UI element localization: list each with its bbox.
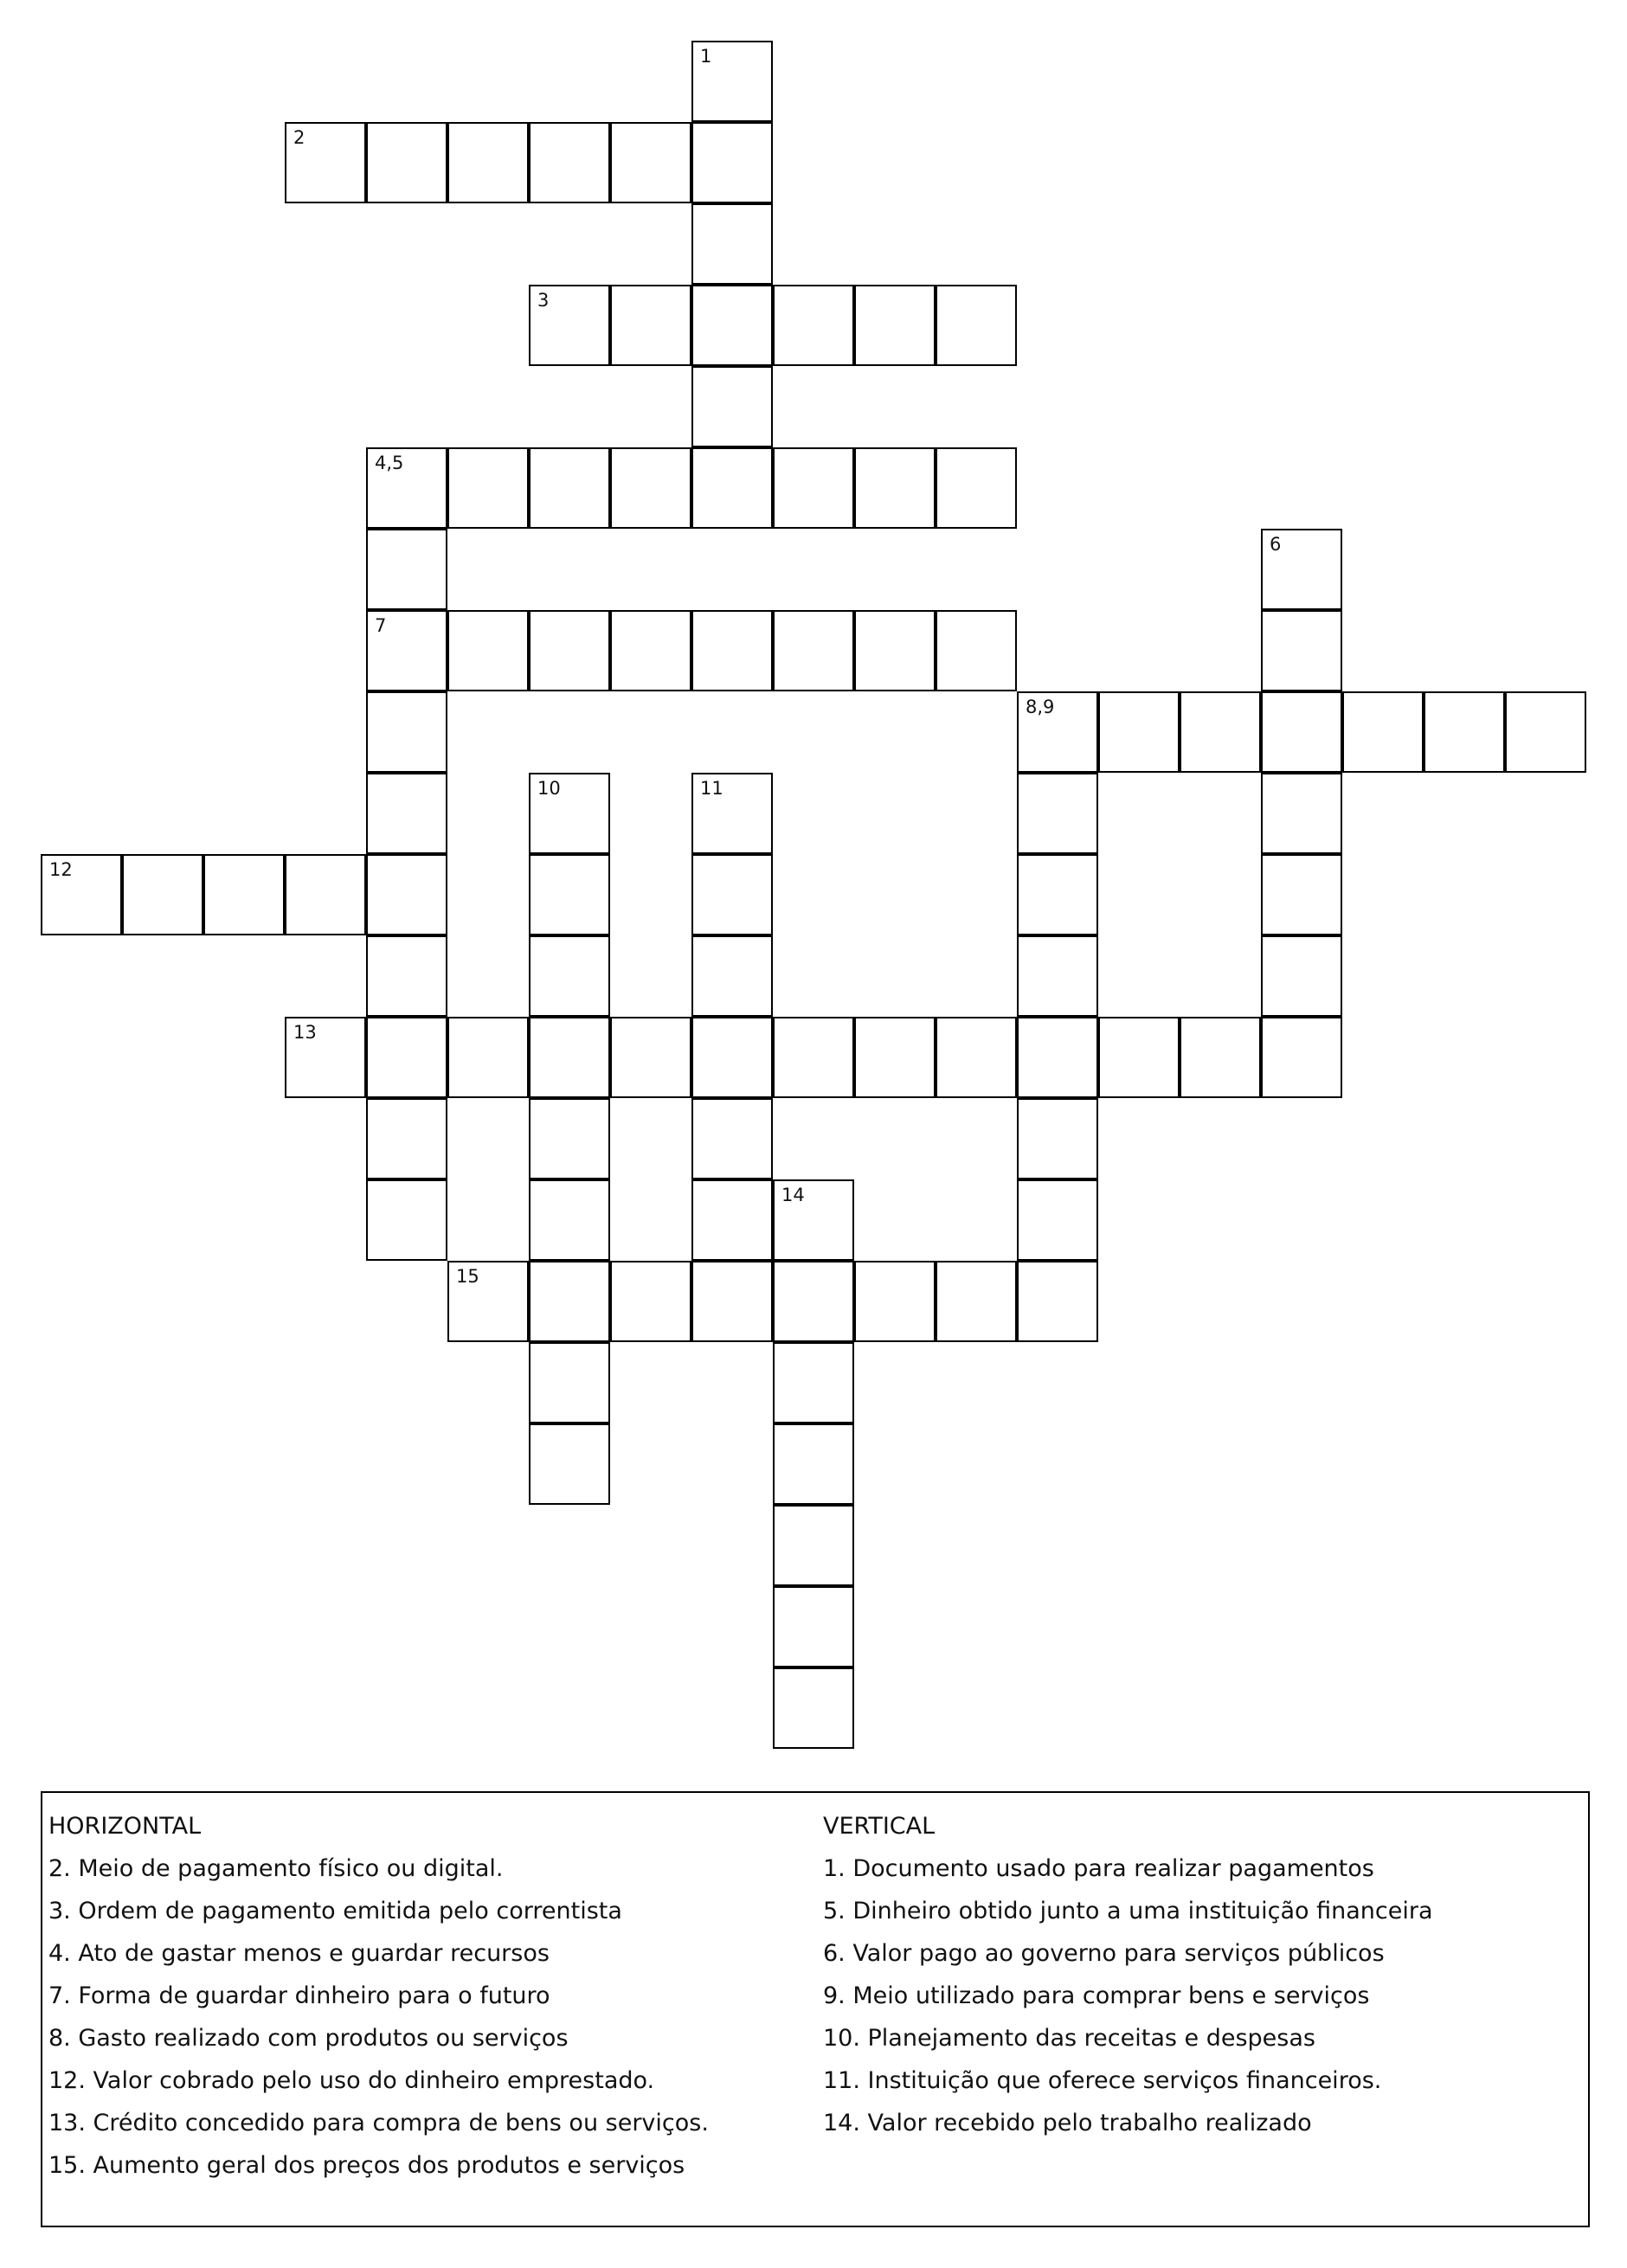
grid-cell[interactable] xyxy=(773,1017,854,1098)
grid-cell[interactable] xyxy=(529,122,610,203)
horizontal-title: HORIZONTAL xyxy=(48,1813,202,1840)
grid-cell[interactable] xyxy=(285,854,366,935)
grid-cell[interactable] xyxy=(936,610,1017,691)
grid-cell[interactable] xyxy=(529,1423,610,1505)
grid-cell[interactable] xyxy=(610,1017,691,1098)
grid-cell[interactable] xyxy=(773,1586,854,1667)
grid-cell[interactable] xyxy=(1017,1261,1098,1342)
grid-cell[interactable] xyxy=(1261,935,1342,1017)
grid-cell[interactable] xyxy=(447,1017,529,1098)
grid-cell[interactable] xyxy=(1017,1017,1098,1098)
grid-cell[interactable] xyxy=(691,854,773,935)
grid-cell[interactable] xyxy=(529,1179,610,1261)
grid-cell[interactable] xyxy=(773,285,854,366)
grid-cell[interactable] xyxy=(529,447,610,529)
clue-across-4: 4. Ato de gastar menos e guardar recursos xyxy=(48,1940,550,1967)
clue-number: 3 xyxy=(537,290,550,311)
grid-cell[interactable] xyxy=(854,610,936,691)
grid-cell[interactable] xyxy=(203,854,285,935)
grid-cell[interactable] xyxy=(610,610,691,691)
grid-cell[interactable] xyxy=(1261,854,1342,935)
clue-down-5: 5. Dinheiro obtido junto a uma instituição financeira xyxy=(823,1898,1433,1924)
grid-cell[interactable] xyxy=(773,1342,854,1423)
grid-cell[interactable] xyxy=(1261,773,1342,854)
grid-cell[interactable] xyxy=(366,854,447,935)
grid-cell[interactable] xyxy=(1017,773,1098,854)
grid-cell[interactable] xyxy=(285,1017,366,1098)
clue-number: 14 xyxy=(781,1185,805,1205)
clue-number: 7 xyxy=(375,615,387,636)
grid-cell[interactable] xyxy=(1261,529,1342,610)
grid-cell[interactable] xyxy=(773,447,854,529)
grid-cell[interactable] xyxy=(1424,691,1505,773)
grid-cell[interactable] xyxy=(610,285,691,366)
grid-cell[interactable] xyxy=(1017,1098,1098,1179)
grid-cell[interactable] xyxy=(1261,691,1342,773)
grid-cell[interactable] xyxy=(691,935,773,1017)
grid-cell[interactable] xyxy=(854,447,936,529)
grid-cell[interactable] xyxy=(1017,854,1098,935)
grid-cell[interactable] xyxy=(1261,610,1342,691)
grid-cell[interactable] xyxy=(529,935,610,1017)
grid-cell[interactable] xyxy=(366,122,447,203)
grid-cell[interactable] xyxy=(366,447,447,529)
grid-cell[interactable] xyxy=(773,1505,854,1586)
vertical-title: VERTICAL xyxy=(823,1813,936,1840)
grid-cell[interactable] xyxy=(854,285,936,366)
grid-cell[interactable] xyxy=(691,285,773,366)
clue-number: 2 xyxy=(293,127,305,148)
grid-cell[interactable] xyxy=(610,447,691,529)
grid-cell[interactable] xyxy=(447,447,529,529)
grid-cell[interactable] xyxy=(41,854,122,935)
grid-cell[interactable] xyxy=(366,691,447,773)
clue-number: 13 xyxy=(293,1022,317,1043)
grid-cell[interactable] xyxy=(691,122,773,203)
grid-cell[interactable] xyxy=(773,610,854,691)
grid-cell[interactable] xyxy=(936,285,1017,366)
grid-cell[interactable] xyxy=(1180,1017,1261,1098)
grid-cell[interactable] xyxy=(691,1098,773,1179)
clue-number: 15 xyxy=(456,1266,479,1287)
grid-cell[interactable] xyxy=(691,1261,773,1342)
grid-cell[interactable] xyxy=(529,773,610,854)
grid-cell[interactable] xyxy=(366,1017,447,1098)
grid-cell[interactable] xyxy=(285,122,366,203)
horizontal-clues xyxy=(48,1805,709,2187)
grid-cell[interactable] xyxy=(1017,1179,1098,1261)
vertical-clues xyxy=(823,1805,1433,2144)
clue-down-11: 11. Instituição que oferece serviços financeiros. xyxy=(823,2067,1382,2094)
grid-cell[interactable] xyxy=(691,366,773,447)
grid-cell[interactable] xyxy=(447,1261,529,1342)
clue-down-6: 6. Valor pago ao governo para serviços públicos xyxy=(823,1940,1385,1967)
grid-cell[interactable] xyxy=(691,203,773,285)
grid-cell[interactable] xyxy=(610,1261,691,1342)
grid-cell[interactable] xyxy=(610,122,691,203)
grid-cell[interactable] xyxy=(529,285,610,366)
clue-down-14: 14. Valor recebido pelo trabalho realizado xyxy=(823,2110,1312,2136)
clue-down-10: 10. Planejamento das receitas e despesas xyxy=(823,2025,1315,2052)
grid-cell[interactable] xyxy=(366,1098,447,1179)
clue-number: 4,5 xyxy=(375,453,404,473)
grid-cell[interactable] xyxy=(773,1261,854,1342)
clue-across-2: 2. Meio de pagamento físico ou digital. xyxy=(48,1855,504,1882)
clue-across-8: 8. Gasto realizado com produtos ou serviços xyxy=(48,2025,569,2052)
grid-cell[interactable] xyxy=(529,1261,610,1342)
grid-cell[interactable] xyxy=(529,854,610,935)
clue-number: 8,9 xyxy=(1026,697,1055,717)
grid-cell[interactable] xyxy=(1017,935,1098,1017)
grid-cell[interactable] xyxy=(936,1017,1017,1098)
grid-cell[interactable] xyxy=(773,1179,854,1261)
grid-cell[interactable] xyxy=(1098,691,1180,773)
grid-cell[interactable] xyxy=(122,854,203,935)
clue-across-3: 3. Ordem de pagamento emitida pelo correntista xyxy=(48,1898,622,1924)
grid-cell[interactable] xyxy=(529,1098,610,1179)
grid-cell[interactable] xyxy=(447,122,529,203)
clue-across-13: 13. Crédito concedido para compra de bens ou serviços. xyxy=(48,2110,709,2136)
clue-number: 6 xyxy=(1270,534,1282,555)
clues-box xyxy=(41,1791,1590,2227)
grid-cell[interactable] xyxy=(773,1423,854,1505)
grid-cell[interactable] xyxy=(936,447,1017,529)
clue-across-12: 12. Valor cobrado pelo uso do dinheiro emprestado. xyxy=(48,2067,655,2094)
grid-cell[interactable] xyxy=(366,935,447,1017)
grid-cell[interactable] xyxy=(1098,1017,1180,1098)
clue-number: 10 xyxy=(537,778,561,799)
grid-cell[interactable] xyxy=(447,610,529,691)
clue-down-9: 9. Meio utilizado para comprar bens e serviços xyxy=(823,1982,1370,2009)
grid-cell[interactable] xyxy=(1342,691,1424,773)
grid-cell[interactable] xyxy=(691,41,773,122)
grid-cell[interactable] xyxy=(691,610,773,691)
grid-cell[interactable] xyxy=(773,1667,854,1749)
grid-cell[interactable] xyxy=(529,610,610,691)
grid-cell[interactable] xyxy=(691,447,773,529)
clue-number: 1 xyxy=(700,46,712,67)
grid-cell[interactable] xyxy=(366,773,447,854)
grid-cell[interactable] xyxy=(691,1179,773,1261)
grid-cell[interactable] xyxy=(1261,1017,1342,1098)
clue-number: 12 xyxy=(49,859,73,880)
clue-down-1: 1. Documento usado para realizar pagamentos xyxy=(823,1855,1374,1882)
grid-cell[interactable] xyxy=(1180,691,1261,773)
grid-cell[interactable] xyxy=(854,1017,936,1098)
grid-cell[interactable] xyxy=(1017,691,1098,773)
grid-cell[interactable] xyxy=(691,1017,773,1098)
grid-cell[interactable] xyxy=(691,773,773,854)
grid-cell[interactable] xyxy=(854,1261,936,1342)
grid-cell[interactable] xyxy=(1505,691,1586,773)
grid-cell[interactable] xyxy=(366,1179,447,1261)
clue-across-7: 7. Forma de guardar dinheiro para o futuro xyxy=(48,1982,550,2009)
grid-cell[interactable] xyxy=(529,1017,610,1098)
grid-cell[interactable] xyxy=(529,1342,610,1423)
grid-cell[interactable] xyxy=(936,1261,1017,1342)
clue-number: 11 xyxy=(700,778,723,799)
grid-cell[interactable] xyxy=(366,529,447,610)
clue-across-15: 15. Aumento geral dos preços dos produtos e serviços xyxy=(48,2152,685,2179)
grid-cell[interactable] xyxy=(366,610,447,691)
